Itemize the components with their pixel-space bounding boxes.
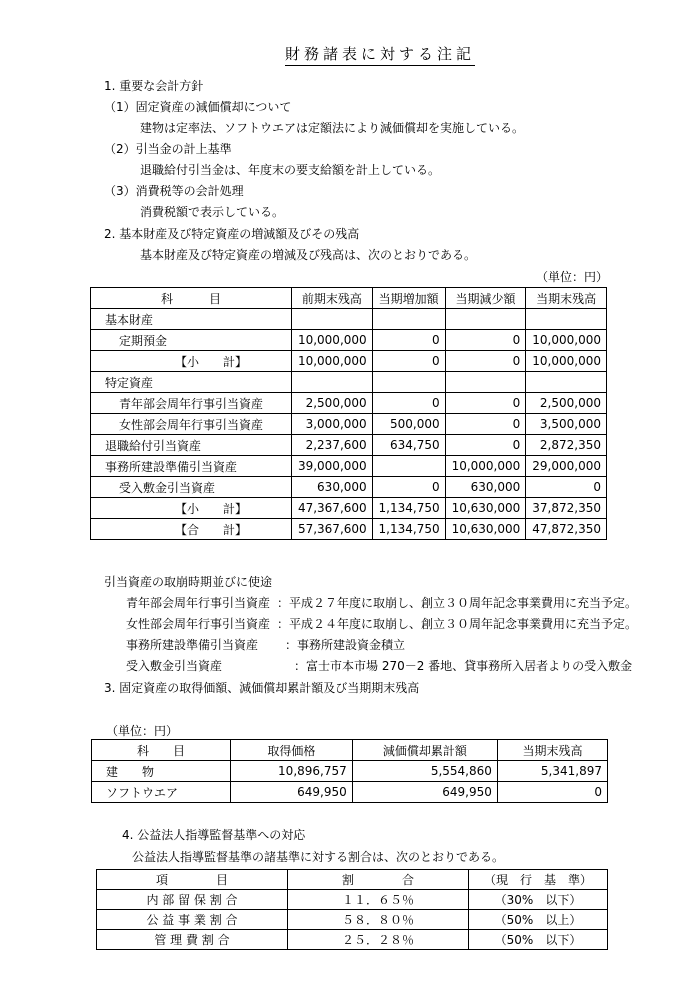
value-cell: 649,950 [352, 782, 497, 803]
value-cell [372, 309, 445, 330]
usage-item-text: ：平成２４年度に取崩し、創立３０周年記念事業費用に充当予定。 [277, 617, 638, 631]
table-row [91, 456, 607, 477]
policy-item-3-text: 消費税額で表示している。 [140, 205, 285, 219]
value-cell: 0 [445, 330, 526, 351]
section2-heading: 2. 基本財産及び特定資産の増減額及びその残高 [104, 227, 360, 241]
ratio-table [96, 869, 608, 950]
table-row [92, 761, 608, 782]
value-cell: 630,000 [292, 477, 373, 498]
value-cell: 10,000,000 [445, 456, 526, 477]
table-header-row [92, 740, 608, 761]
value-cell: 0 [445, 351, 526, 372]
value-cell: 5,554,860 [352, 761, 497, 782]
header-cell: 前期末残高 [292, 288, 373, 309]
policy-item-1-text: 建物は定率法、ソフトウエアは定額法により減価償却を実施している。 [140, 121, 525, 135]
value-cell: 0 [372, 330, 445, 351]
value-cell: 10,000,000 [292, 330, 373, 351]
header-cell: 減価償却累計額 [352, 740, 497, 761]
usage-item-label: 受入敷金引当資産 [126, 659, 223, 673]
row-label: 女性部会周年行事引当資産 [91, 414, 292, 435]
usage-item-label: 女性部会周年行事引当資産 [126, 617, 271, 631]
value-cell: 500,000 [372, 414, 445, 435]
value-cell [526, 372, 607, 393]
header-cell: 当期末残高 [526, 288, 607, 309]
value-cell [372, 372, 445, 393]
ratio-value: １１．６５％ [288, 890, 469, 910]
value-cell: 10,000,000 [526, 351, 607, 372]
value-cell: 1,134,750 [372, 498, 445, 519]
value-cell: 47,872,350 [526, 519, 607, 540]
row-label: 基本財産 [91, 309, 292, 330]
table-row [91, 498, 607, 519]
header-cell: 取得価格 [231, 740, 353, 761]
value-cell: 3,000,000 [292, 414, 373, 435]
ratio-value: ２５．２８％ [288, 930, 469, 950]
table-row [91, 372, 607, 393]
value-cell: 0 [445, 435, 526, 456]
value-cell [372, 456, 445, 477]
table-row [97, 890, 608, 910]
row-label: ソフトウエア [92, 782, 231, 803]
table-row [91, 414, 607, 435]
row-label: 事務所建設準備引当資産 [91, 456, 292, 477]
value-cell: 2,500,000 [292, 393, 373, 414]
section4-text: 公益法人指導監督基準の諸基準に対する割合は、次のとおりである。 [132, 850, 505, 864]
ratio-standard: （50% 以上） [469, 910, 608, 930]
value-cell [292, 372, 373, 393]
value-cell: 10,000,000 [292, 351, 373, 372]
usage-item-text: ：事務所建設資金積立 [285, 638, 406, 652]
ratio-standard: （30% 以下） [469, 890, 608, 910]
table-row [97, 910, 608, 930]
row-label: 【小 計】 [91, 351, 292, 372]
policy-item-3: （3）消費税等の会計処理 [104, 184, 244, 198]
value-cell: 10,896,757 [231, 761, 353, 782]
section2-unit: （単位：円） [535, 270, 608, 284]
ratio-value: ５８．８０％ [288, 910, 469, 930]
table-row [91, 435, 607, 456]
ratio-label: 管 理 費 割 合 [97, 930, 288, 950]
table-row [97, 930, 608, 950]
value-cell: 29,000,000 [526, 456, 607, 477]
section3-heading: 3. 固定資産の取得価額、減価償却累計額及び当期期末残高 [104, 681, 420, 695]
row-label: 定期預金 [91, 330, 292, 351]
value-cell [526, 309, 607, 330]
row-label: 特定資産 [91, 372, 292, 393]
ratio-standard: （50% 以下） [469, 930, 608, 950]
table-row [91, 477, 607, 498]
value-cell [445, 372, 526, 393]
value-cell [445, 309, 526, 330]
value-cell: 0 [372, 351, 445, 372]
header-cell: 当期減少額 [445, 288, 526, 309]
value-cell: 2,237,600 [292, 435, 373, 456]
value-cell: 10,000,000 [526, 330, 607, 351]
value-cell: 10,630,000 [445, 519, 526, 540]
usage-item-text: ：富士市本市場 270－2 番地、貸事務所入居者よりの受入敷金 [294, 659, 633, 673]
fixed-assets-table [91, 739, 608, 803]
value-cell: 57,367,600 [292, 519, 373, 540]
row-label: 【小 計】 [91, 498, 292, 519]
usage-item-text: ：平成２７年度に取崩し、創立３０周年記念事業費用に充当予定。 [277, 596, 638, 610]
header-cell: 当期末残高 [497, 740, 607, 761]
value-cell: 0 [445, 393, 526, 414]
table-row [91, 309, 607, 330]
row-label: 建 物 [92, 761, 231, 782]
value-cell: 634,750 [372, 435, 445, 456]
value-cell: 630,000 [445, 477, 526, 498]
value-cell: 47,367,600 [292, 498, 373, 519]
value-cell: 0 [372, 477, 445, 498]
value-cell: 10,630,000 [445, 498, 526, 519]
value-cell: 39,000,000 [292, 456, 373, 477]
table-row [91, 393, 607, 414]
usage-item-label: 青年部会周年行事引当資産 [126, 596, 271, 610]
header-cell: （現 行 基 準） [469, 870, 608, 890]
value-cell: 649,950 [231, 782, 353, 803]
table-header-row [97, 870, 608, 890]
value-cell: 2,500,000 [526, 393, 607, 414]
ratio-label: 内 部 留 保 割 合 [97, 890, 288, 910]
section3-unit: （単位：円） [106, 724, 179, 738]
value-cell: 0 [526, 477, 607, 498]
policy-item-1: （1）固定資産の減価償却について [104, 100, 292, 114]
table-header-row [91, 288, 607, 309]
assets-table [90, 287, 607, 540]
section2-text: 基本財産及び特定資産の増減及び残高は、次のとおりである。 [140, 248, 477, 262]
policy-item-2-text: 退職給付引当金は、年度末の要支給額を計上している。 [140, 163, 441, 177]
value-cell: 2,872,350 [526, 435, 607, 456]
row-label: 青年部会周年行事引当資産 [91, 393, 292, 414]
policy-item-2: （2）引当金の計上基準 [104, 142, 232, 156]
header-cell: 科 目 [91, 288, 292, 309]
row-label: 退職給付引当資産 [91, 435, 292, 456]
value-cell: 1,134,750 [372, 519, 445, 540]
table-row [91, 519, 607, 540]
usage-heading: 引当資産の取崩時期並びに使途 [104, 575, 273, 589]
section1-heading: 1. 重要な会計方針 [104, 79, 204, 93]
header-cell: 割 合 [288, 870, 469, 890]
value-cell [292, 309, 373, 330]
section4-heading: 4. 公益法人指導監督基準への対応 [122, 828, 306, 842]
value-cell: 0 [445, 414, 526, 435]
usage-item-label: 事務所建設準備引当資産 [126, 638, 259, 652]
table-row [92, 782, 608, 803]
header-cell: 科 目 [92, 740, 231, 761]
value-cell: 37,872,350 [526, 498, 607, 519]
ratio-label: 公 益 事 業 割 合 [97, 910, 288, 930]
value-cell: 5,341,897 [497, 761, 607, 782]
value-cell: 0 [372, 393, 445, 414]
header-cell: 当期増加額 [372, 288, 445, 309]
header-cell: 項 目 [97, 870, 288, 890]
table-row [91, 330, 607, 351]
value-cell: 0 [497, 782, 607, 803]
value-cell: 3,500,000 [526, 414, 607, 435]
page-title: 財務諸表に対する注記 [0, 47, 700, 62]
row-label: 【合 計】 [91, 519, 292, 540]
table-row [91, 351, 607, 372]
row-label: 受入敷金引当資産 [91, 477, 292, 498]
